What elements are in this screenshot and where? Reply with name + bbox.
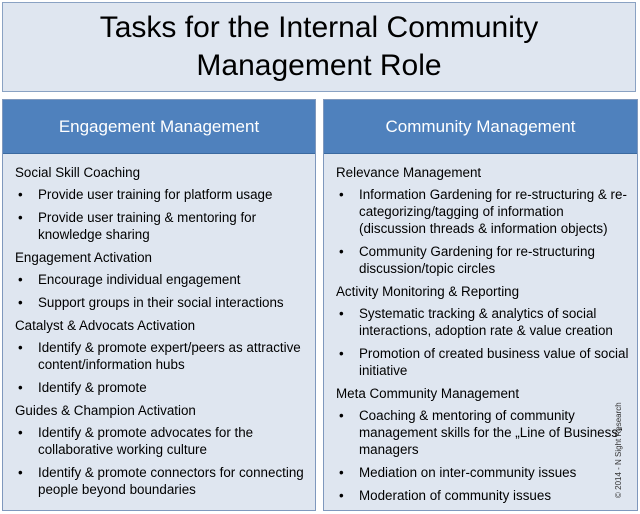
list-item	[15, 379, 307, 396]
title-line-2: Management Role	[196, 49, 442, 82]
list-item	[15, 294, 307, 311]
community-management-heading: Community Management	[324, 100, 637, 154]
section-list	[336, 186, 629, 277]
list-item	[15, 271, 307, 288]
list-item	[336, 345, 629, 379]
community-management-body	[324, 154, 637, 504]
section-list	[15, 424, 307, 498]
section-title: Guides & Champion Activation	[15, 403, 196, 418]
list-item-text: Provide user training & mentoring for knowledge sharing	[38, 210, 257, 242]
title-box	[2, 2, 636, 92]
list-item-text: Support groups in their social interactions	[38, 295, 284, 310]
list-item-text: Identify & promote	[38, 380, 147, 395]
list-item-text: Identify & promote connectors for connecting people beyond boundaries	[38, 465, 304, 497]
list-item	[336, 186, 629, 237]
list-item-text: Provide user training for platform usage	[38, 187, 273, 202]
list-item-text: Promotion of created business value of social initiative	[359, 346, 629, 378]
list-item	[336, 305, 629, 339]
list-item	[15, 209, 307, 243]
list-item	[336, 487, 629, 504]
copyright-wrapper	[614, 398, 624, 498]
list-item	[336, 464, 629, 481]
list-item-text: Identify & promote advocates for the collaborative working culture	[38, 425, 254, 457]
bullet-icon: •	[18, 380, 23, 395]
bullet-icon: •	[18, 340, 23, 355]
engagement-management-heading: Engagement Management	[3, 100, 315, 154]
section-list	[336, 407, 629, 504]
title-line-1: Tasks for the Internal Community	[99, 11, 539, 44]
section-list	[15, 271, 307, 311]
copyright-notice: © 2014 - N Sight Research	[614, 402, 623, 498]
list-item-text: Systematic tracking & analytics of social interactions, adoption rate & value creation	[359, 306, 613, 338]
list-item-text: Mediation on inter-community issues	[359, 465, 577, 480]
bullet-icon: •	[18, 272, 23, 287]
bullet-icon: •	[339, 408, 344, 423]
bullet-icon: •	[339, 346, 344, 361]
section-title: Catalyst & Advocats Activation	[15, 318, 196, 333]
bullet-icon: •	[339, 244, 344, 259]
list-item	[15, 464, 307, 498]
list-item-text: Information Gardening for re-structuring & re-categorizing/tagging of information (discussion threads & information objects)	[359, 187, 627, 236]
bullet-icon: •	[18, 425, 23, 440]
list-item-text: Community Gardening for re-structuring discussion/topic circles	[359, 244, 595, 276]
bullet-icon: •	[339, 465, 344, 480]
engagement-management-panel	[2, 99, 316, 511]
section-title: Relevance Management	[336, 165, 482, 180]
list-item	[15, 424, 307, 458]
section-title: Activity Monitoring & Reporting	[336, 284, 520, 299]
bullet-icon: •	[339, 306, 344, 321]
list-item-text: Encourage individual engagement	[38, 272, 241, 287]
section-list	[336, 305, 629, 379]
section-title: Social Skill Coaching	[15, 165, 141, 180]
list-item-text: Moderation of community issues	[359, 488, 552, 503]
engagement-management-body	[3, 154, 315, 498]
list-item-text: Identify & promote expert/peers as attractive content/information hubs	[38, 340, 301, 372]
community-management-panel	[323, 99, 638, 511]
section-list	[15, 339, 307, 396]
section-list	[15, 186, 307, 243]
list-item-text: Coaching & mentoring of community management skills for the „Line of Business“ managers	[359, 408, 623, 457]
bullet-icon: •	[339, 187, 344, 202]
section-title: Engagement Activation	[15, 250, 152, 265]
list-item	[336, 243, 629, 277]
bullet-icon: •	[339, 488, 344, 503]
bullet-icon: •	[18, 295, 23, 310]
bullet-icon: •	[18, 465, 23, 480]
bullet-icon: •	[18, 187, 23, 202]
list-item	[336, 407, 629, 458]
bullet-icon: •	[18, 210, 23, 225]
list-item	[15, 186, 307, 203]
list-item	[15, 339, 307, 373]
section-title: Meta Community Management	[336, 386, 520, 401]
